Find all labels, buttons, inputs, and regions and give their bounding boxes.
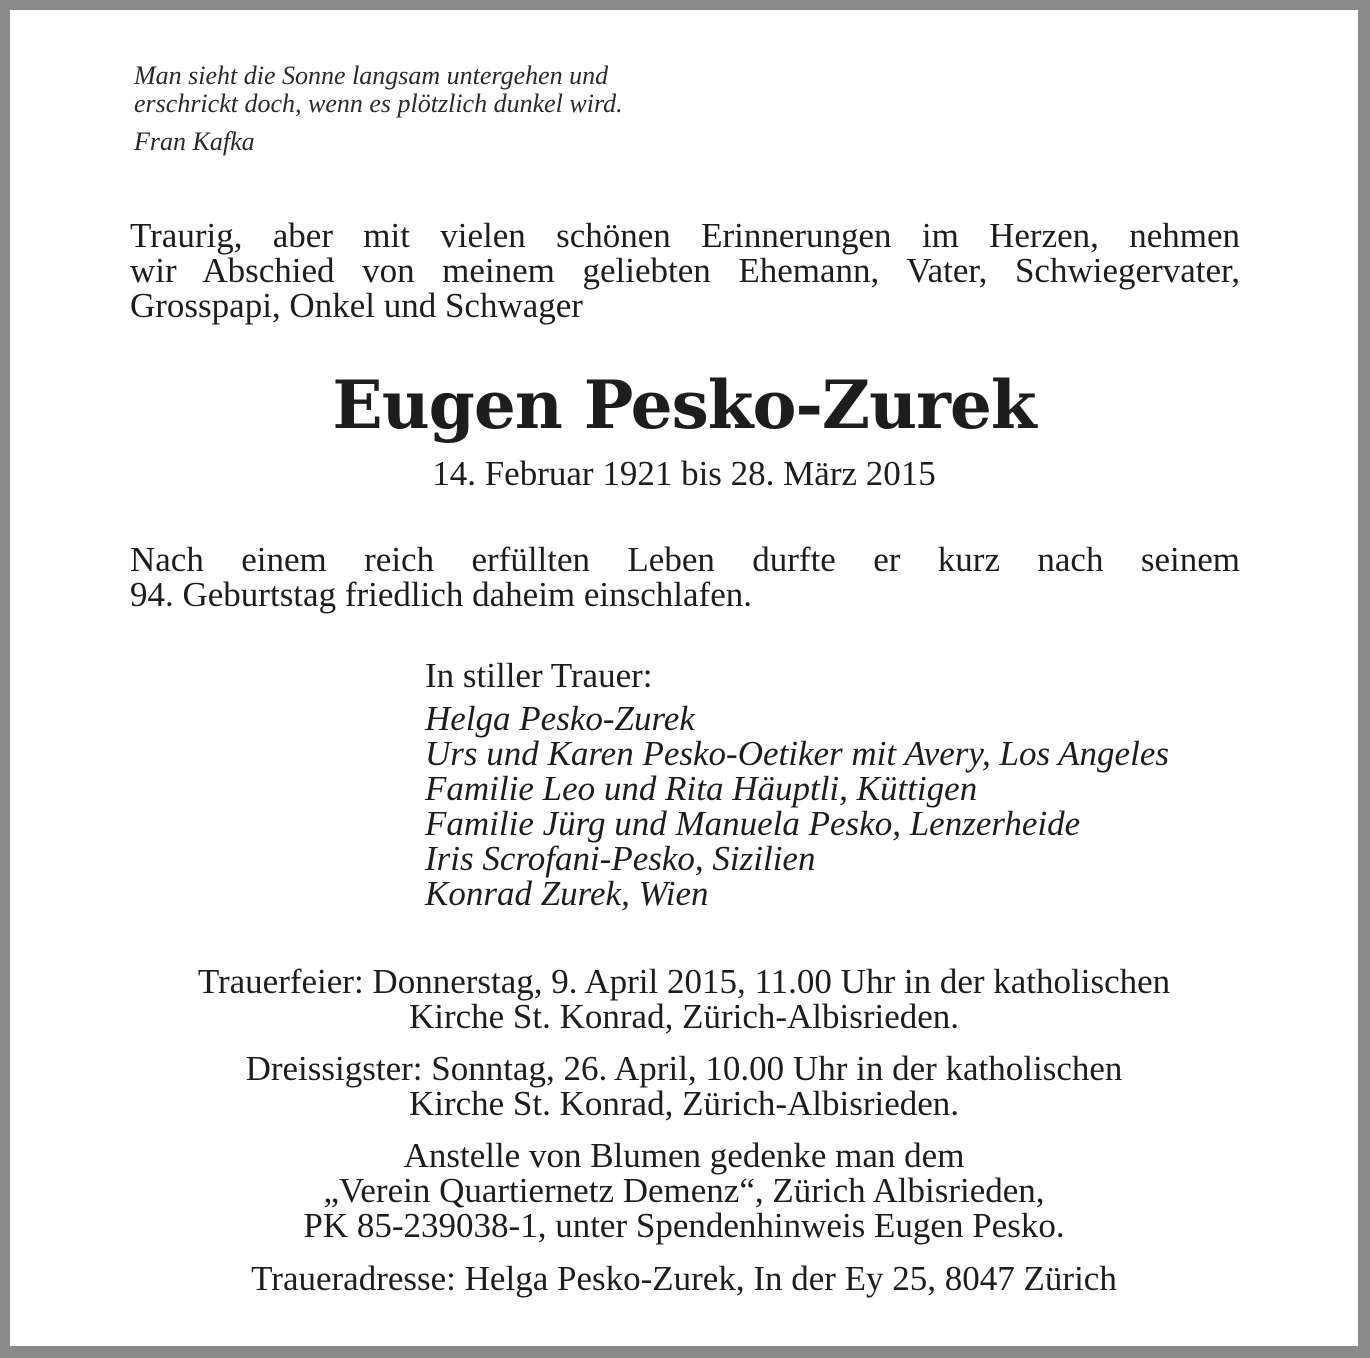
memorial-line-2: Kirche St. Konrad, Zürich-Albisrieden.: [408, 1084, 960, 1123]
quote-line-2: erschrickt doch, wenn es plötzlich dunkel wird.: [134, 89, 623, 118]
memorial-info: [10, 1051, 1358, 1121]
mourner-name: Familie Jürg und Manuela Pesko, Lenzerheide: [425, 804, 1081, 843]
intro-line-2: wir Abschied von meinem geliebten Ehemann, Vater, Schwiegervater,: [130, 251, 1240, 290]
intro-paragraph: [130, 218, 1240, 323]
donation-line-1: Anstelle von Blumen gedenke man dem: [403, 1136, 965, 1175]
mourner-name: Urs und Karen Pesko-Oetiker mit Avery, Los Angeles: [425, 734, 1169, 773]
intro-line-1: Traurig, aber mit vielen schönen Erinnerungen im Herzen, nehmen: [130, 216, 1240, 255]
funeral-line-2: Kirche St. Konrad, Zürich-Albisrieden.: [408, 997, 960, 1036]
funeral-line-1: Trauerfeier: Donnerstag, 9. April 2015, 11.00 Uhr in der katholischen: [197, 962, 1171, 1001]
mourning-address: Traueradresse: Helga Pesko-Zurek, In der Ey 25, 8047 Zürich: [251, 1259, 1117, 1298]
quote-author: Fran Kafka: [134, 127, 255, 156]
mourner-name: Iris Scrofani-Pesko, Sizilien: [425, 839, 816, 878]
mourners-heading: In stiller Trauer:: [425, 656, 653, 695]
obituary-page: [10, 10, 1358, 1346]
mourner-name: Helga Pesko-Zurek: [425, 699, 695, 738]
quote-line-1: Man sieht die Sonne langsam untergehen und: [134, 61, 609, 90]
life-dates: 14. Februar 1921 bis 28. März 2015: [432, 454, 936, 493]
intro-line-3: Grosspapi, Onkel und Schwager: [130, 286, 583, 325]
mourner-name: Konrad Zurek, Wien: [425, 874, 709, 913]
donation-line-2: „Verein Quartiernetz Demenz“, Zürich Albisrieden,: [323, 1171, 1045, 1210]
donation-line-3: PK 85-239038-1, unter Spendenhinweis Eugen Pesko.: [303, 1206, 1065, 1245]
mourners-list: [425, 658, 1169, 911]
deceased-name: Eugen Pesko-Zurek: [332, 366, 1036, 444]
kafka-quote: [134, 62, 623, 118]
passing-line-1: Nach einem reich erfüllten Leben durfte er kurz nach seinem: [130, 540, 1240, 579]
memorial-line-1: Dreissigster: Sonntag, 26. April, 10.00 Uhr in der katholischen: [245, 1049, 1123, 1088]
donation-info: [10, 1138, 1358, 1243]
mourner-name: Familie Leo und Rita Häuptli, Küttigen: [425, 769, 978, 808]
passing-line-2: 94. Geburtstag friedlich daheim einschlafen.: [130, 575, 753, 614]
passing-paragraph: [130, 542, 1240, 612]
funeral-info: [10, 964, 1358, 1034]
